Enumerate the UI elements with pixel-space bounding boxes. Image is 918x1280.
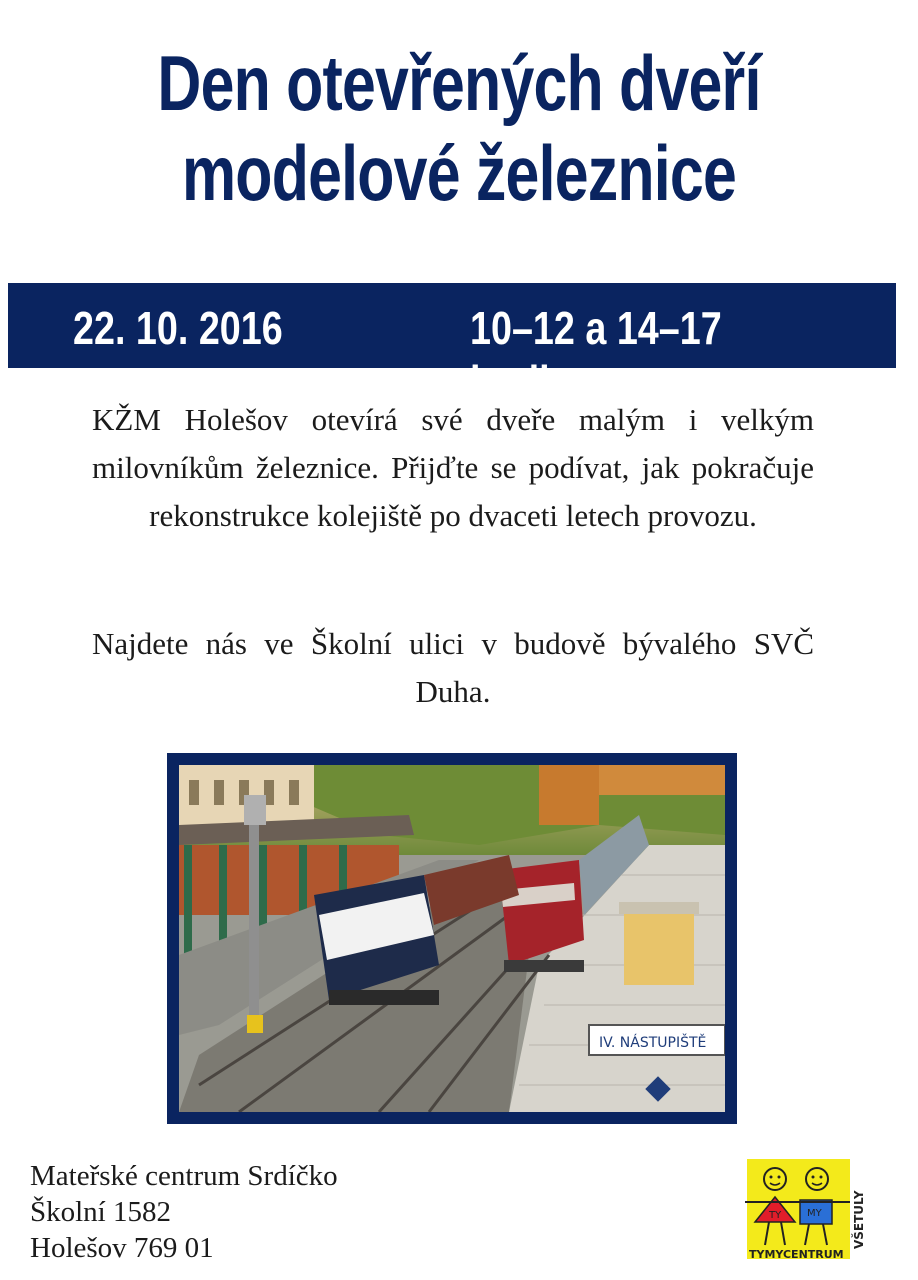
photo-frame xyxy=(167,753,737,1124)
logo-ty-label: TY xyxy=(769,1210,782,1221)
event-hours: 10–12 a 14–17 hodin xyxy=(470,302,722,408)
tymycentrum-logo xyxy=(745,1157,870,1272)
logo-bottom-text: TYMYCENTRUM xyxy=(749,1248,844,1261)
platform-sign-text: IV. NÁSTUPIŠTĚ xyxy=(599,1035,707,1051)
intro-paragraph: KŽM Holešov otevírá své dveře malým i velkým milovníkům železnice. Přijďte se podívat, jak pokračuje rekonstrukce kolejiště po dvaceti letech provozu. xyxy=(92,402,814,533)
logo-side-text: VŠETULY xyxy=(852,1190,866,1249)
logo-my-label: MY xyxy=(807,1208,822,1219)
address-line-1: Mateřské centrum Srdíčko xyxy=(30,1160,338,1192)
date-band xyxy=(8,283,896,408)
organizer-address xyxy=(30,1158,338,1266)
page-title-line-2: modelové železnice xyxy=(181,129,737,217)
model-railway-photo xyxy=(179,765,725,1112)
page-title-line-1: Den otevřených dveří xyxy=(157,39,761,127)
location-paragraph: Najdete nás ve Školní ulici v budově bývalého SVČ Duha. xyxy=(92,626,814,709)
address-line-2: Školní 1582 xyxy=(30,1196,171,1228)
event-date: 22. 10. 2016 xyxy=(73,302,283,354)
address-line-3: Holešov 769 01 xyxy=(30,1232,214,1264)
